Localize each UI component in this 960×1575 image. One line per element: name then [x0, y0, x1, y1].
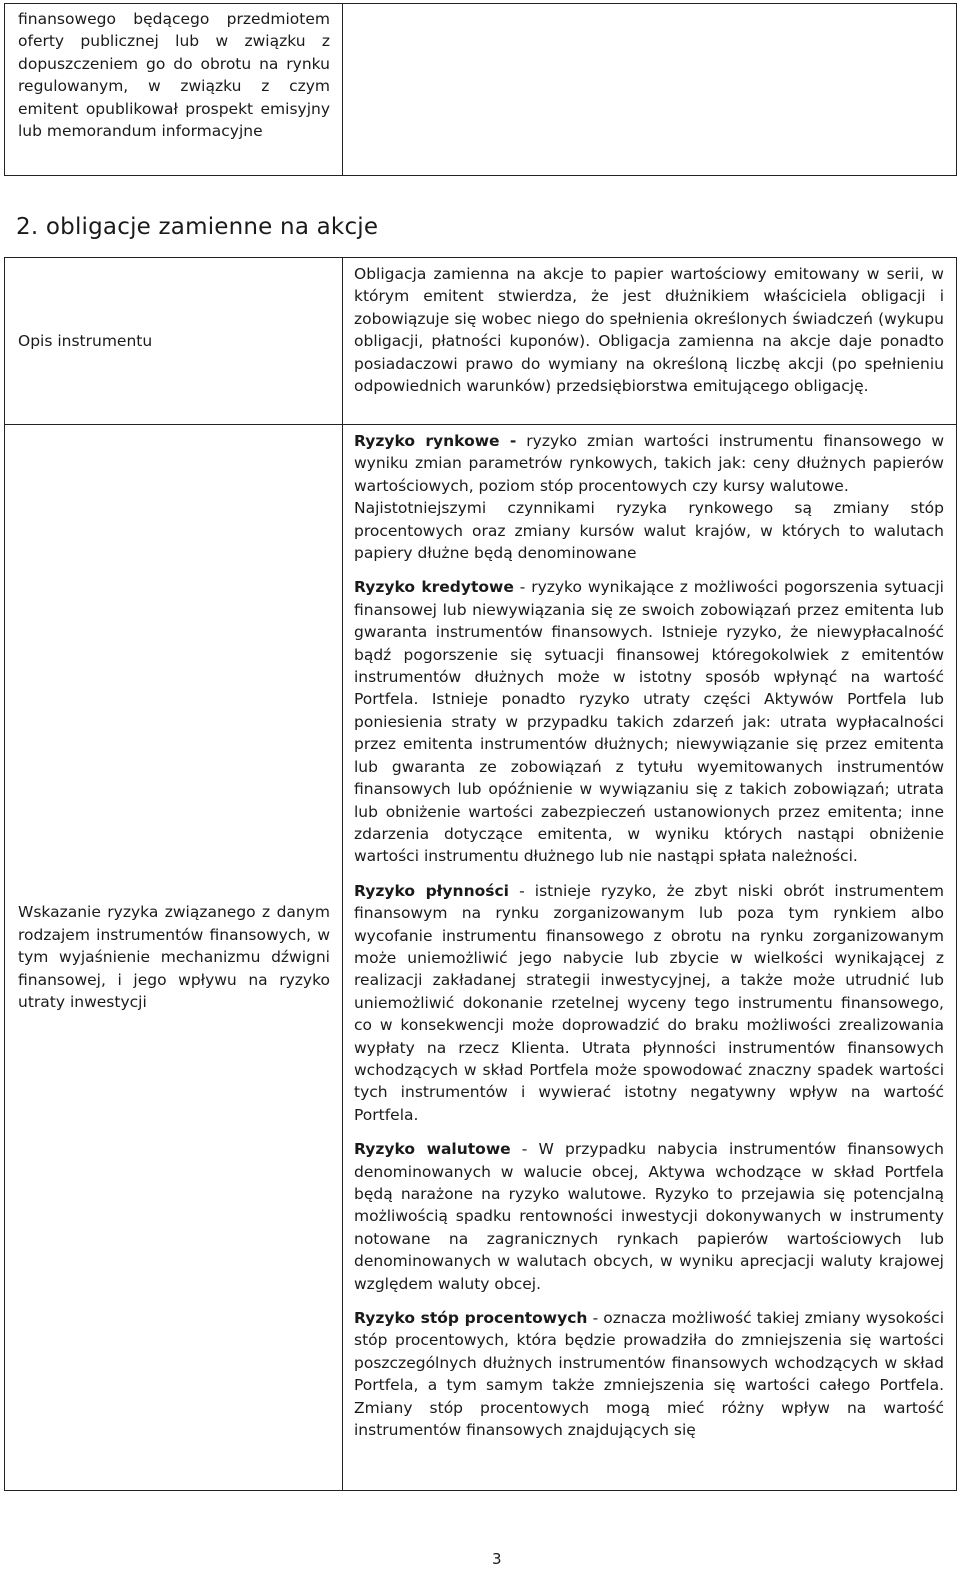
- liquidity-risk-term: Ryzyko płynności: [354, 881, 509, 900]
- currency-risk-text: - W przypadku nabycia instrumentów finansowych denominowanych w walucie obcej, Aktywa wchodzące w skład Portfela będą narażone na ryzyko walutowe. Ryzyko to przejawia się potencjalną możliwością spadku rentowności inwestycji dokonywanych w instrumenty notowane na zagranicznych rynkach papierów wartościowych lub denominowanych w walutach obcych, w wyniku aprecjacji waluty krajowej względem waluty obcej.: [354, 1140, 945, 1293]
- risk-list: [343, 425, 956, 1441]
- interest-risk-text: - oznacza możliwość takiej zmiany wysokości stóp procentowych, która będzie prowadziła do zmniejszenia się wartości poszczególnych dłużnych instrumentów finansowych wchodzących w skład Portfela, a tym samym także zmniejszenia się wartości całego Portfela. Zmiany stóp procentowych mogą mieć różny wpływ na wartość instrumentów finansowych znajdujących się: [354, 1309, 944, 1440]
- risk-row: [5, 425, 957, 1491]
- risk-text-cell: [343, 425, 957, 1491]
- top-right-text: [343, 4, 956, 9]
- interest-risk-paragraph: [354, 1307, 944, 1441]
- description-text: Obligacja zamienna na akcje to papier wartościowy emitowany w serii, w którym emitent stwierdza, że jest dłużnikiem właściciela obligacji i zobowiązuje się wobec niego do spełnienia określonych świadczeń (wykupu obligacji, płatności kuponów). Obligacja zamienna na akcje daje ponadto posiadaczowi prawo do wymiany na określoną liczbę akcji (po spełnieniu odpowiednich warunków) przedsiębiorstwa emitującego obligację.: [354, 265, 944, 396]
- credit-risk-term: Ryzyko kredytowe: [354, 578, 514, 597]
- market-risk-term: Ryzyko rynkowe -: [354, 432, 517, 450]
- description-row: [5, 258, 957, 425]
- description-label-cell: [5, 258, 343, 425]
- top-left-text: finansowego będącego przedmiotem oferty publicznej lub w związku z dopuszczeniem go do obrotu na rynku regulowanym, w związku z czym emitent opublikował prospekt emisyjny lub memorandum informacyjne: [18, 10, 330, 141]
- description-text-cell: [343, 258, 957, 425]
- page-number: 3: [492, 1550, 502, 1568]
- top-table: [4, 3, 957, 176]
- section-heading: [16, 214, 378, 240]
- main-table: [4, 257, 957, 1491]
- credit-risk-text: - ryzyko wynikające z możliwości pogorszenia sytuacji finansowej lub niewywiązania się ze swoich zobowiązań przez emitenta lub gwaranta instrumentów finansowych. Istnieje ryzyko, że niewypłacalność bądź pogorszenie się sytuacji finansowej któregokolwiek z emitentów instrumentów dłużnych może w istotny sposób wpłynąć na wartość Portfela. Istnieje ponadto ryzyko utraty części Aktywów Portfela lub poniesienia straty w przypadku takich zdarzeń jak: utrata wypłacalności przez emitenta instrumentów dłużnych; niewywiązanie się przez emitenta lub gwaranta ze zobowiązań z tytułu wyemitowanych instrumentów finansowych lub opóźnienie w wywiązaniu się z takich zobowiązań; utrata lub obniżenie wartości zabezpieczeń ustanowionych przez emitenta; inne zdarzenia dotyczące emitenta, w wyniku których nastąpi obniżenie wartości instrumentu dłużnego lub nie nastąpi spłata należności.: [354, 578, 944, 866]
- currency-risk-paragraph: [354, 1138, 944, 1295]
- risk-label: Wskazanie ryzyka związanego z danym rodzajem instrumentów finansowych, w tym wyjaśnienie mechanizmu dźwigni finansowej, i jego wpływu na ryzyko utraty inwestycji: [18, 903, 330, 1012]
- credit-risk-paragraph: [354, 576, 944, 867]
- top-right-cell: [343, 4, 957, 176]
- interest-risk-term: Ryzyko stóp procentowych: [354, 1309, 588, 1328]
- market-risk-paragraph: [354, 430, 944, 564]
- liquidity-risk-text: - istnieje ryzyko, że zbyt niski obrót instrumentem finansowym na rynku zorganizowanym lub poza tym rynkiem albo wycofanie instrumentu finansowego z obrotu na rynku zorganizowanym może uniemożliwić jego nabycie lub zbycie w wielkości wynikającej z realizacji zakładanej strategii inwestycyjnej, a także może utrudnić lub uniemożliwić dokonanie rzetelnej wyceny tego instrumentu finansowego, co w konsekwencji może doprowadzić do braku możliwości zrealizowania wypłaty na rzecz Klienta. Utrata płynności instrumentów finansowych wchodzących w skład Portfela może spowodować znaczny spadek wartości tych instrumentów i wywierać istotny negatywny wpływ na wartość Portfela.: [354, 881, 944, 1124]
- section-number: 2.: [16, 214, 39, 240]
- risk-label-cell: [5, 425, 343, 1491]
- description-label: Opis instrumentu: [18, 331, 153, 350]
- top-left-cell: [5, 4, 343, 176]
- section-title: obligacje zamienne na akcje: [45, 214, 379, 240]
- currency-risk-term: Ryzyko walutowe: [354, 1140, 511, 1159]
- market-risk-extra: Najistotniejszymi czynnikami ryzyka rynkowego są zmiany stóp procentowych oraz zmiany kursów walut krajów, w których to walutach papiery dłużne będą denominowane: [354, 499, 944, 563]
- liquidity-risk-paragraph: [354, 880, 944, 1126]
- market-risk-text: ryzyko zmian wartości instrumentu finansowego w wyniku zmian parametrów rynkowych, takich jak: ceny dłużnych papierów wartościowych, poziom stóp procentowych czy kursy walutowe.: [354, 432, 945, 495]
